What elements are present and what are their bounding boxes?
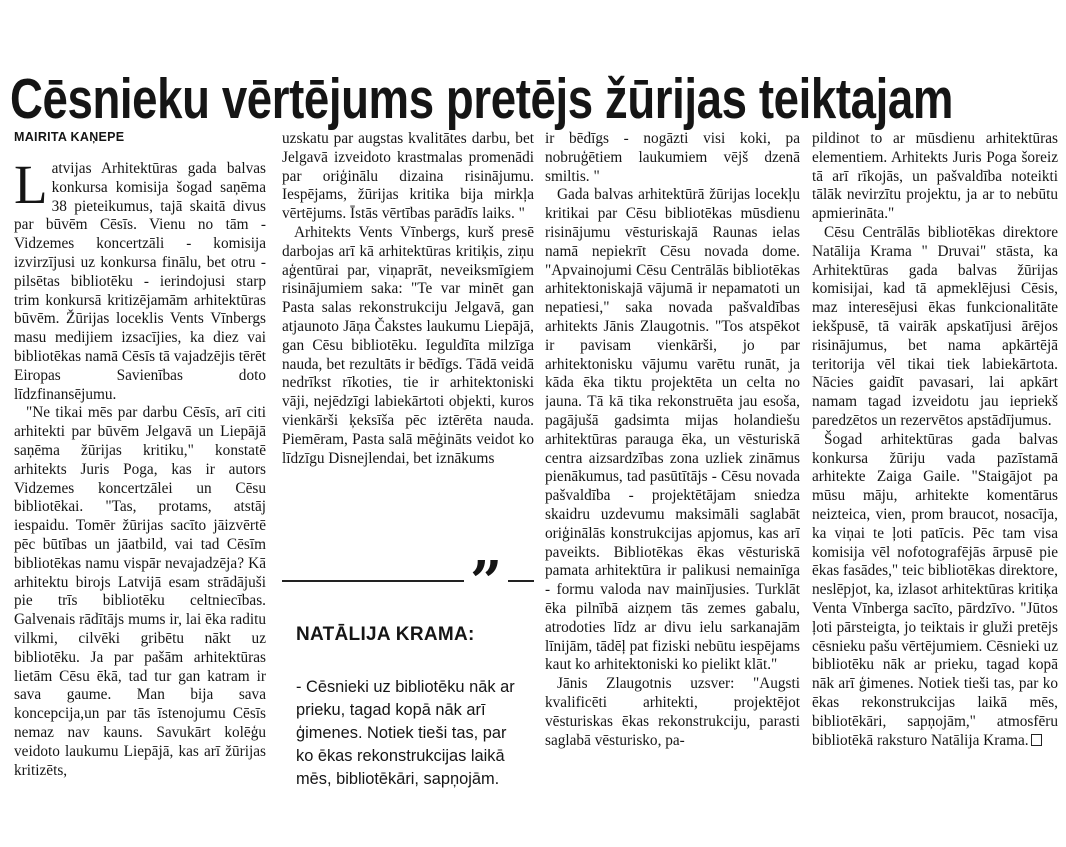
paragraph [812,431,1058,751]
article-column-2 [282,130,534,570]
paragraph: Cēsu Centrālās bibliotēkas direktore Natālija Krama " Druvai" stāsta, ka Arhitektūras gada balvas žūrijas komisijai, kad tā apmeklējusi Cēsis, maz interesējusi ēkas funkcionalitāte iekšpusē, tā vairāk apskatījusi ārējos risinājumus, bet nama apkārtējā teritorija vēl tikai tiek labiekārtota. Nācies gaidīt pavasari, lai apkārt namam tagad izveidotu jau iepriekš paredzētos un rezervētos apstādījumus. [812,223,1058,429]
pullquote-text: - Cēsnieki uz bibliotēku nāk ar prieku, tagad kopā nāk arī ģimenes. Notiek tieši tas, par ko ēkas rekonstrukcijas laikā mēs, bibliotēkāri, sapņojām. [296,678,515,788]
paragraph: Gada balvas arhitektūrā žūrijas locekļu kritikai par Cēsu bibliotēkas mūsdienu risinājumu vēsturiskajā Raunas ielas namā nepiekrīt Cēsu novada dome. "Apvainojumi Cēsu Centrālās bibliotēkas arhitektoniskajā vājumā ir nepamatoti un nepatiesi," saka novada pašvaldības arhitekts Jānis Zlaugotnis. "Tos atspēkot ir pavisam vienkārši, jo par arhitektonisku vājumu varētu runāt, ja kāda ēka tiktu projektēta un celta no jauna. Tā kā tika rekonstruēta jau esoša, pagājušā gadsimta mijas holandiešu arhitektūras parauga ēka, un vēsturiskā centra aizsardzības zona uzliek zināmus pienākumus, tad pasūtītājs - Cēsu novada pašvaldība - projektētājam sniedza skaidru uzdevumu maksimāli saglabāt oriģinālās konstrukcijas apjomus, kas arī paveikts. Bibliotēkas ēkas vēsturiskā pamata arhitektūra ir palikusi nemainīga - formu valoda nav mainījusies. Turklāt ēka pilnībā aizņem tās zemes gabalu, atrodoties līdz ar divu ielu sarkanajām līnijām, tādēļ pat fiziski nebūtu iespējams kaut ko arhitektoniski ko pielikt klāt." [545,186,800,674]
pullquote-speaker: NATĀLIJA KRAMA: [296,624,475,645]
article-headline: Cēsnieku vērtējums pretējs žūrijas teiktajam [10,67,953,132]
paragraph-text: Šogad arhitektūras gada balvas konkursa žūriju vada pazīstamā arhitekte Zaiga Gaile. "Staigājot pa mūsu māju, arhitekte komentārus neizteica, vien, prom braucot, nosacīja, ka viņai te ļoti patīcis. Pēc tam visa komisija vēl nofotografējās ārpusē pie ēkas fasādes," teic bibliotēkas direktore, neslēpjot, ka, izlasot arhitektūras kritiķa Venta Vīnberga sacīto, pārdzīvo. "Jūtos ļoti pārsteigta, jo teiktais ir gluži pretējs cēsnieku pašu vērtējumiem. Cēsnieki uz bibliotēku nāk ar prieku, tagad kopā nāk arī ģimenes. Notiek tieši tas, par ko ēkas rekonstrukcijas laikā mēs, bibliotēkāri, sapņojām," atmosfēru bibliotēkā raksturo Natālija Krama. [812,430,1058,749]
end-square-icon [1031,734,1042,746]
paragraph: ir bēdīgs - nogāzti visi koki, pa nobruģētiem laukumiem vējš dzenā smiltis. " [545,130,800,185]
pullquote-divider [282,549,534,615]
drop-cap: L [14,160,48,215]
paragraph: Arhitekts Vents Vīnbergs, kurš presē darbojas arī kā arhitektūras kritiķis, ziņu aģentūrai par, viņaprāt, neveiksmīgiem risinājumiem saka: "Te var minēt gan Pasta salas rekonstrukciju Jelgavā, gan atjaunoto Jāņa Čakstes laukumu Liepājā, gan Cēsu bibliotēku. Ieguldīta milzīga nauda, bet rezultāts ir bēdīgs. Tādā veidā nedrīkst rīkoties, tie ir arhitektoniski vāji, nejēdzīgi labiekārtoti objekti, kuros vienkārši ķeksīša pēc iztērēta nauda. Piemēram, Pasta salā mēģināts veidot ko līdzīgu Disnejlendai, bet iznākums [282,223,534,467]
paragraph: Jānis Zlaugotnis uzsver: "Augsti kvalificēti arhitekti, projektējot vēsturiskas ēkas rekonstrukciju, parasti saglabā vēsturisko, pa- [545,675,800,749]
paragraph: pildinot to ar mūsdienu arhitektūras elementiem. Arhitekts Juris Poga šoreiz tā arī rīkojās, un pašvaldība noteikti tālāk nevirzītu projektu, ja ar to nebūtu apmierināta." [812,130,1058,223]
author-byline: MAIRITA KAŅEPE [14,130,125,144]
paragraph-text: atvijas Arhitektūras gada balvas konkursa komisija šogad saņēma 38 pieteikumus, tajā skaitā divus par būvēm Cēsīs. Vienu no tām - Vidzemes koncertzāli - komisija izvirzījusi uz konkursa finālu, bet otru - pilsētas bibliotēku - ierindojusi starp trim konkursā kritizējamām arhitektūras būvēm. Žūrijas loceklis Vents Vīnbergs masu medijiem izsacījies, ka diez vai bibliotēkas namā Cēsīs tā vajadzējis tērēt Eiropas Savienības doto līdzfinansējumu. [14,160,266,403]
paragraph: uzskatu par augstas kvalitātes darbu, bet Jelgavā izveidoto krastmalas promenādi par oriģinālu dizaina risinājumu. Iespējams, žūrijas kritika bija mirkļa vērtējums. Īstās vērtības parādīs laiks. " [282,130,534,223]
paragraph [14,160,266,404]
article-column-3 [545,130,800,842]
paragraph: "Ne tikai mēs par darbu Cēsīs, arī citi arhitekti par būvēm Jelgavā un Liepājā saņēma žūrijas kritiku," konstatē arhitekts Juris Poga, kas ir autors Vidzemes koncertzālei un Cēsu bibliotēkai. "Tas, protams, atstāj iespaidu. Tomēr žūrijas sacīto jāizvērtē pēc būtības un jāatbild, vai tad Cēsīm bibliotēkas namu vispār nevajadzēja? Kā arhitektu birojs Latvijā esam strādājuši pie trīs bibliotēku celtniecības. Galvenais rādītājs mums ir, lai ēka raditu vilkmi, cilvēki gribētu nākt uz bibliotēku. Ja par pašām arhitektūras lietām Cēsu ēkā, tad tur gan katram ir sava gaume. Man bija sava koncepcija,un par tās īstenojumu Cēsīs nemaz nav kauns. Savukārt kolēģu veidoto laukumu Liepājā, kas arī žūrijas kritizēts, [14,404,266,779]
article-column-1 [14,160,266,840]
article-column-4 [812,130,1058,842]
quote-mark-icon: ” [464,554,508,610]
